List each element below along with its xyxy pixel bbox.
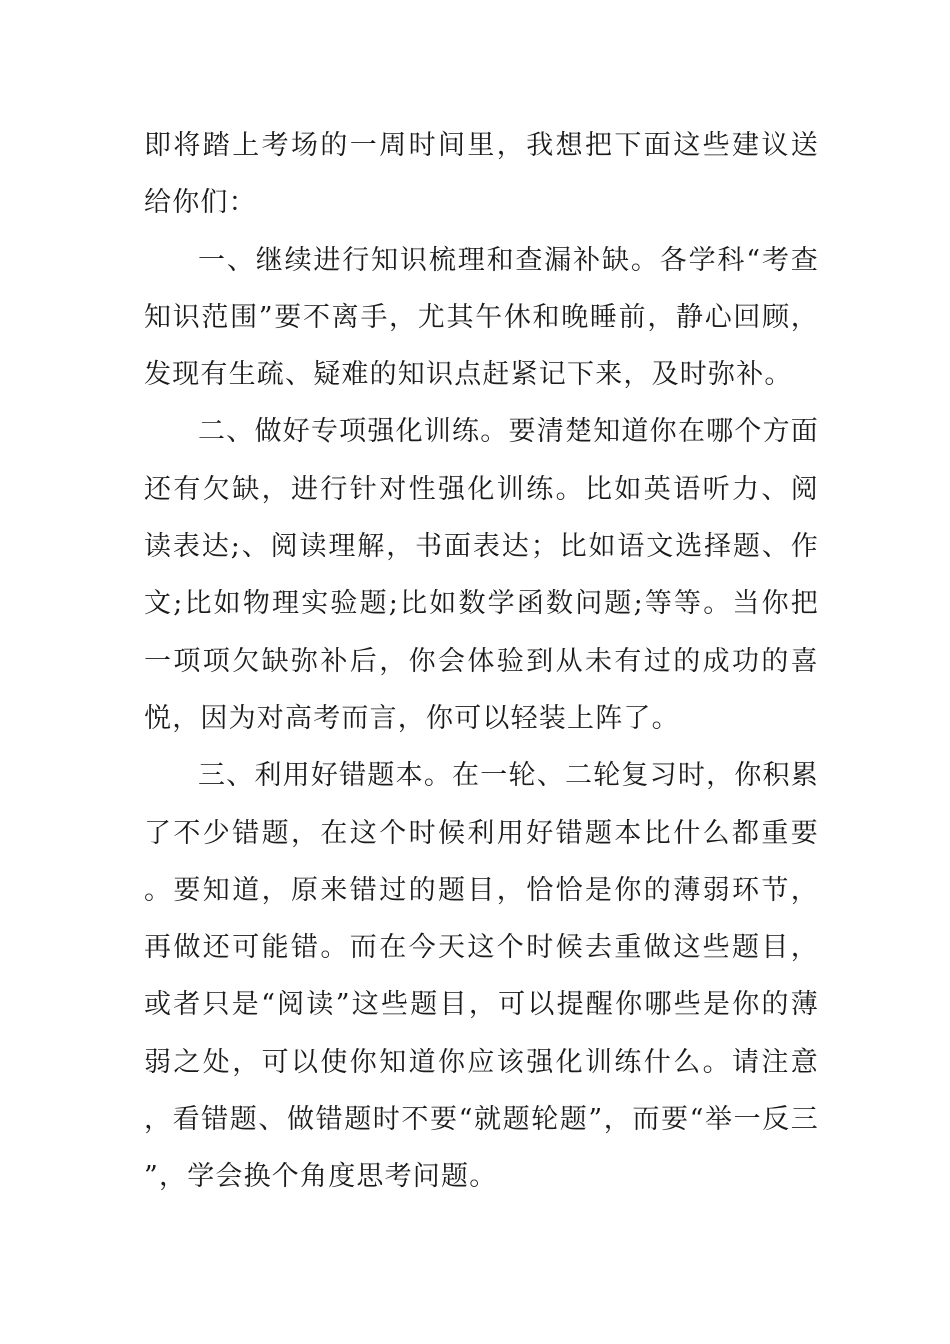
paragraph-point-one: 一、继续进行知识梳理和查漏补缺。各学科“考查知识范围”要不离手，尤其午休和晚睡前，静心回顾，发现有生疏、疑难的知识点赶紧记下来，及时弥补。 xyxy=(144,244,819,391)
document-body xyxy=(144,117,819,1206)
paragraph-intro: 即将踏上考场的一周时间里，我想把下面这些建议送给你们： xyxy=(144,130,819,219)
paragraph-point-two: 二、做好专项强化训练。要清楚知道你在哪个方面还有欠缺，进行针对性强化训练。比如英语听力、阅读表达;、阅读理解，书面表达；比如语文选择题、作文;比如物理实验题;比如数学函数问题;等等。当你把一项项欠缺弥补后，你会体验到从未有过的成功的喜悦，因为对高考而言，你可以轻装上阵了。 xyxy=(144,416,819,734)
paragraph-point-three: 三、利用好错题本。在一轮、二轮复习时，你积累了不少错题，在这个时候利用好错题本比什么都重要。要知道，原来错过的题目，恰恰是你的薄弱环节，再做还可能错。而在今天这个时候去重做这些题目，或者只是“阅读”这些题目，可以提醒你哪些是你的薄弱之处，可以使你知道你应该强化训练什么。请注意，看错题、做错题时不要“就题轮题”，而要“举一反三”，学会换个角度思考问题。 xyxy=(144,760,819,1193)
